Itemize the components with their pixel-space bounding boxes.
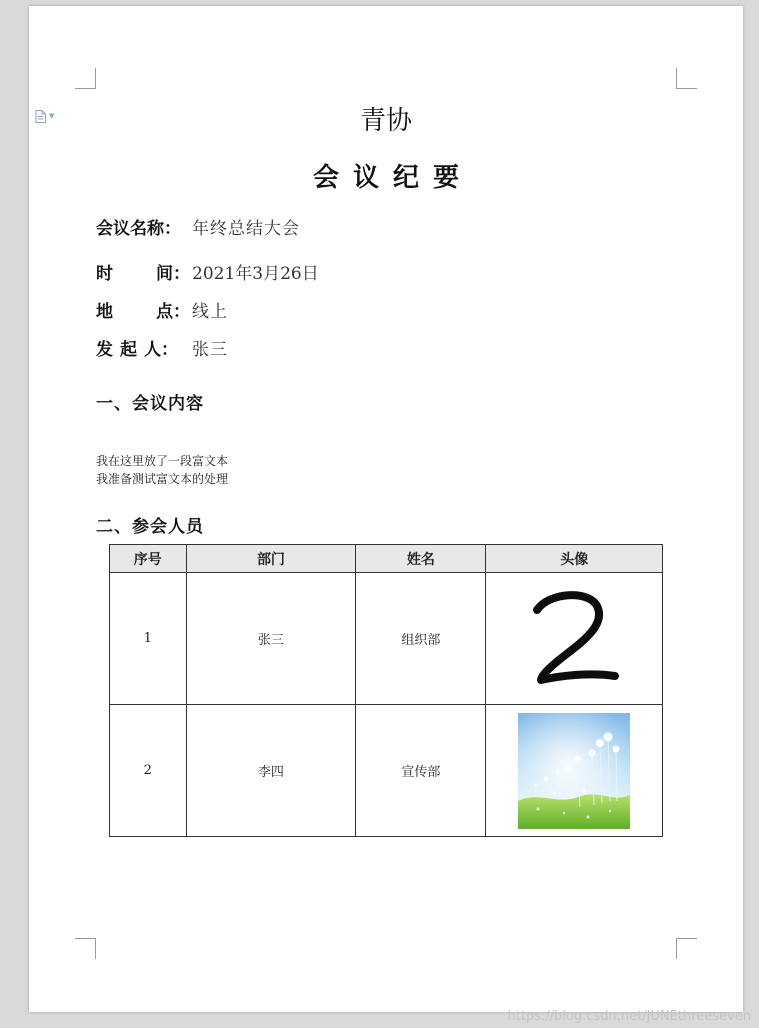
cell-avatar: [486, 573, 663, 705]
crop-mark-top-left: [75, 68, 96, 89]
cell-index: 2: [110, 705, 187, 837]
meeting-name-value: 年终总结大会: [192, 219, 300, 239]
cell-dept: 李四: [186, 705, 356, 837]
location-label: 地 点：: [96, 302, 190, 322]
cell-name: 宣传部: [356, 705, 486, 837]
table-header-row: [110, 545, 663, 573]
chevron-down-icon: ▼: [49, 112, 55, 120]
time-label: 时 间：: [96, 264, 190, 284]
cell-avatar: [486, 705, 663, 837]
dandelion-meadow-image: [518, 713, 630, 829]
table-row: [110, 705, 663, 837]
column-header-index: 序号: [110, 545, 187, 573]
initiator-row: [96, 335, 228, 360]
attendees-table: [109, 544, 663, 837]
handwritten-2-image: [519, 584, 629, 694]
column-header-name: 姓名: [356, 545, 486, 573]
crop-mark-top-right: [676, 68, 697, 89]
rich-text-line: 我在这里放了一段富文本: [96, 454, 229, 468]
rich-text-line: 我准备测试富文本的处理: [96, 472, 229, 486]
initiator-value: 张三: [192, 340, 228, 360]
attendees-heading: 二、参会人员: [96, 517, 204, 537]
document-page: [29, 6, 743, 1012]
cell-index: 1: [110, 573, 187, 705]
org-title: 青协: [359, 106, 412, 136]
content-heading: 一、会议内容: [96, 394, 204, 414]
time-value: 2021年3月26日: [192, 264, 319, 284]
meeting-name-row: [96, 214, 300, 239]
column-header-avatar: 头像: [486, 545, 663, 573]
watermark-url: https://blog.csdn.net/JUNEthreeseven: [507, 1009, 751, 1024]
time-row: [96, 259, 319, 284]
location-value: 线上: [192, 302, 228, 322]
table-row: [110, 573, 663, 705]
cell-name: 组织部: [356, 573, 486, 705]
column-header-dept: 部门: [186, 545, 356, 573]
doc-title: 会议纪要: [312, 163, 473, 193]
cell-dept: 张三: [186, 573, 356, 705]
crop-mark-bottom-left: [75, 938, 96, 959]
initiator-label: 发 起 人：: [96, 340, 178, 360]
location-row: [96, 297, 228, 322]
crop-mark-bottom-right: [676, 938, 697, 959]
rich-text-block: [96, 452, 228, 488]
meeting-name-label: 会议名称：: [96, 219, 181, 239]
